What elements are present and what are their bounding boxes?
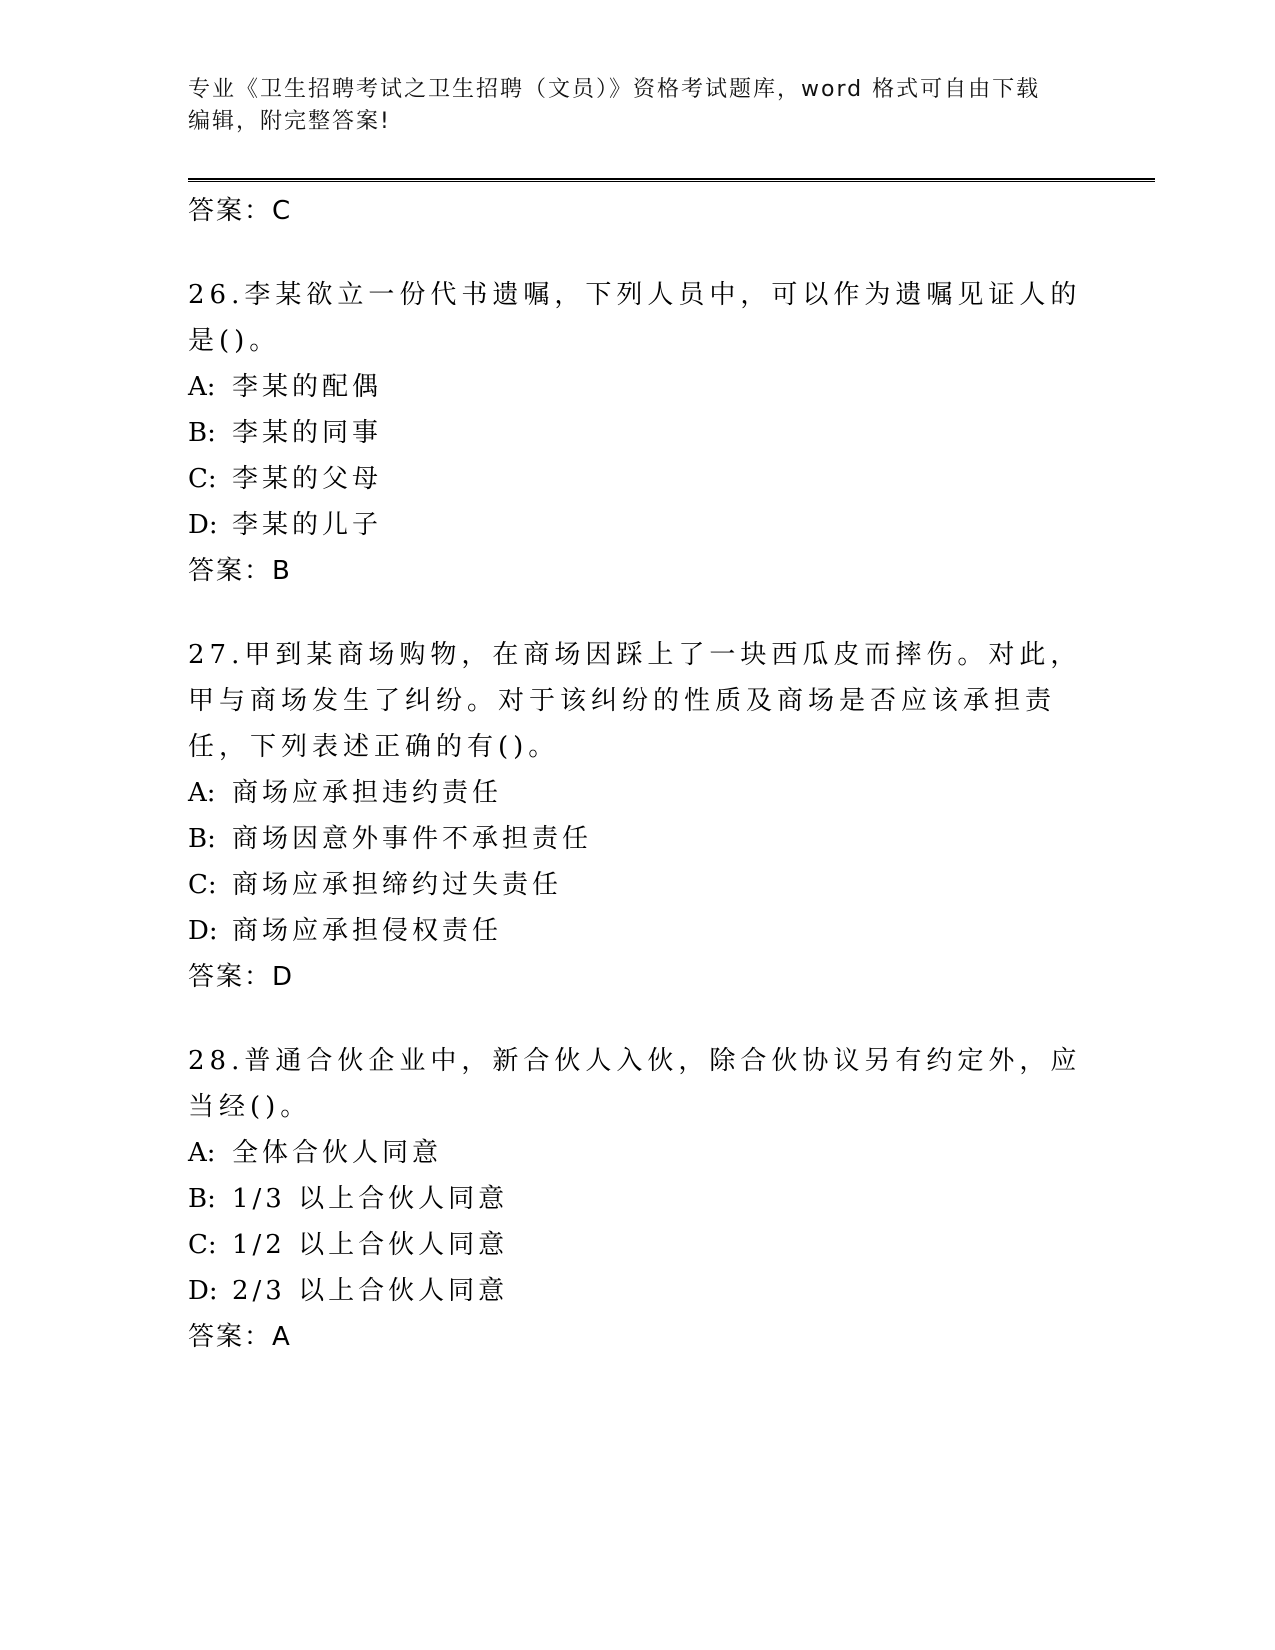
- option-text: 李某的儿子: [232, 510, 383, 540]
- option-d: [188, 1268, 1088, 1314]
- option-key: A:: [188, 778, 216, 808]
- header-divider: [188, 178, 1155, 182]
- option-text: 李某的同事: [232, 418, 383, 448]
- option-text: 2/3 以上合伙人同意: [232, 1276, 509, 1306]
- question-item: [188, 272, 1088, 594]
- option-key: A:: [188, 1138, 216, 1168]
- option-c: [188, 862, 1088, 908]
- answer-line: 答案：D: [188, 962, 295, 992]
- option-b: [188, 410, 1088, 456]
- option-text: 商场应承担违约责任: [232, 778, 503, 808]
- option-c: [188, 1222, 1088, 1268]
- question-item: [188, 1038, 1088, 1360]
- document-header: [188, 74, 1088, 138]
- option-key: B:: [188, 1184, 216, 1214]
- option-c: [188, 456, 1088, 502]
- header-line-2: 编辑，附完整答案!: [188, 109, 391, 134]
- option-text: 全体合伙人同意: [232, 1138, 443, 1168]
- question-item: [188, 632, 1088, 1000]
- option-key: C:: [188, 870, 217, 900]
- option-text: 李某的配偶: [232, 372, 383, 402]
- option-b: [188, 1176, 1088, 1222]
- option-d: [188, 908, 1088, 954]
- option-key: C:: [188, 464, 217, 494]
- question-list: [188, 188, 1088, 1360]
- option-key: A:: [188, 372, 216, 402]
- question-stem: 26.李某欲立一份代书遗嘱，下列人员中，可以作为遗嘱见证人的是()。: [188, 280, 1082, 356]
- option-d: [188, 502, 1088, 548]
- option-text: 商场应承担侵权责任: [232, 916, 503, 946]
- option-key: B:: [188, 824, 216, 854]
- answer-line: 答案：A: [188, 1322, 292, 1352]
- option-key: D:: [188, 510, 218, 540]
- option-key: C:: [188, 1230, 217, 1260]
- option-a: [188, 770, 1088, 816]
- option-text: 商场应承担缔约过失责任: [232, 870, 563, 900]
- option-text: 李某的父母: [232, 464, 383, 494]
- option-key: D:: [188, 916, 218, 946]
- option-key: B:: [188, 418, 216, 448]
- header-line-1: 专业《卫生招聘考试之卫生招聘（文员）》资格考试题库，word 格式可自由下载: [188, 77, 1041, 102]
- answer-line: 答案：B: [188, 556, 292, 586]
- option-text: 1/2 以上合伙人同意: [232, 1230, 509, 1260]
- option-text: 1/3 以上合伙人同意: [232, 1184, 509, 1214]
- option-a: [188, 1130, 1088, 1176]
- question-stem: 27.甲到某商场购物，在商场因踩上了一块西瓜皮而摔伤。对此，甲与商场发生了纠纷。对于该纠纷的性质及商场是否应该承担责任，下列表述正确的有()。: [188, 640, 1082, 762]
- option-a: [188, 364, 1088, 410]
- option-text: 商场因意外事件不承担责任: [232, 824, 593, 854]
- option-key: D:: [188, 1276, 218, 1306]
- option-b: [188, 816, 1088, 862]
- answer-line: 答案：C: [188, 196, 293, 226]
- question-stem: 28.普通合伙企业中，新合伙人入伙，除合伙协议另有约定外，应当经()。: [188, 1046, 1082, 1122]
